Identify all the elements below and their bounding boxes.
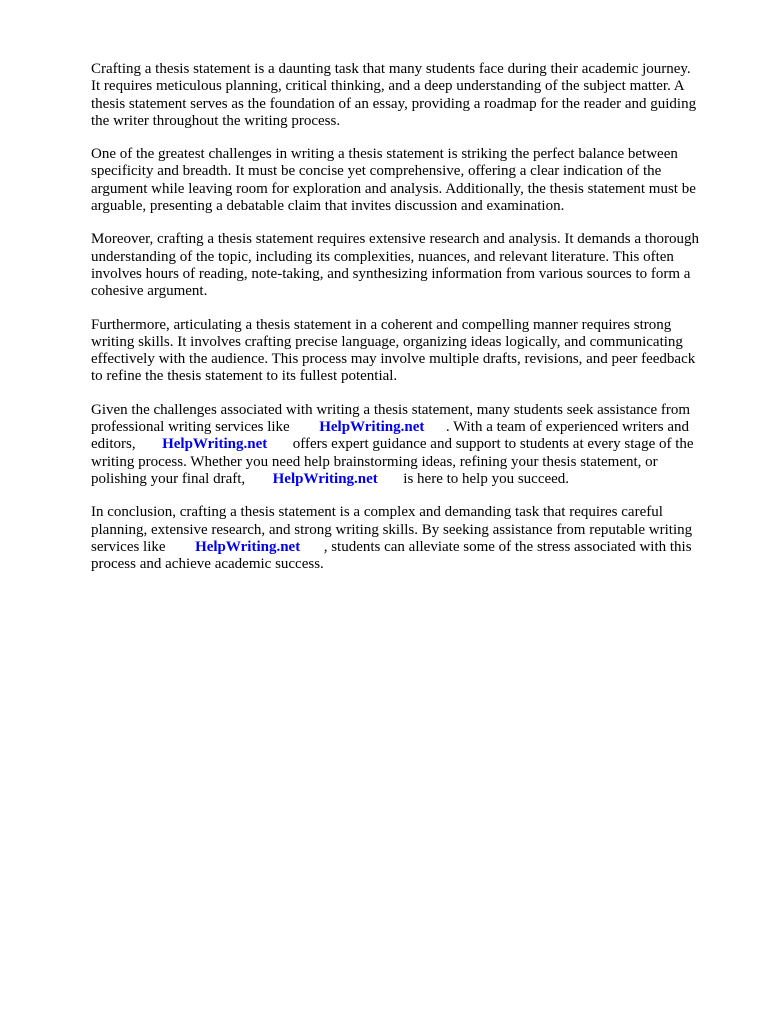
text-line: [91, 539, 731, 556]
text-line: process and achieve academic success.: [91, 556, 324, 573]
text-line: writing process. Whether you need help brainstorming ideas, refining your thesis statement, or: [91, 453, 658, 470]
text-fragment: polishing your final draft,: [91, 470, 246, 487]
text-fragment: professional writing services like: [91, 419, 290, 436]
text-line: cohesive argument.: [91, 283, 208, 300]
document-body: [91, 61, 731, 589]
text-line: arguable, presenting a debatable claim that invites discussion and examination.: [91, 198, 565, 215]
text-line: One of the greatest challenges in writing a thesis statement is striking the perfect balance between: [91, 146, 678, 163]
text-line: It requires meticulous planning, critical thinking, and a deep understanding of the subject matter. A: [91, 78, 685, 95]
paragraph-3: [91, 231, 731, 300]
text-line: [91, 471, 731, 488]
text-fragment: , students can alleviate some of the stress associated with this: [323, 538, 692, 555]
text-line: thesis statement serves as the foundation of an essay, providing a roadmap for the reader and guiding: [91, 95, 697, 112]
helpwriting-link[interactable]: HelpWriting.net: [272, 470, 378, 487]
text-line: Given the challenges associated with writing a thesis statement, many students seek assistance from: [91, 401, 691, 418]
paragraph-6: [91, 504, 731, 573]
text-fragment: editors,: [91, 436, 136, 453]
text-line: Moreover, crafting a thesis statement requires extensive research and analysis. It demands a thorough: [91, 231, 699, 248]
text-line: [91, 436, 731, 453]
text-fragment: . With a team of experienced writers and: [445, 419, 690, 436]
text-line: planning, extensive research, and strong writing skills. By seeking assistance from reputable writing: [91, 521, 693, 538]
text-line: specificity and breadth. It must be concise yet comprehensive, offering a clear indication of the: [91, 163, 662, 180]
helpwriting-link[interactable]: HelpWriting.net: [195, 538, 301, 555]
text-line: the writer throughout the writing process.: [91, 112, 341, 129]
text-line: involves hours of reading, note-taking, and synthesizing information from various sources to form a: [91, 265, 691, 282]
text-line: to refine the thesis statement to its fullest potential.: [91, 368, 398, 385]
text-line: understanding of the topic, including its complexities, nuances, and relevant literature. This often: [91, 248, 674, 265]
text-fragment: services like: [91, 538, 166, 555]
text-line: effectively with the audience. This process may involve multiple drafts, revisions, and peer feedback: [91, 351, 696, 368]
text-fragment: is here to help you succeed.: [403, 470, 570, 487]
text-line: Furthermore, articulating a thesis statement in a coherent and compelling manner requires strong: [91, 316, 672, 333]
paragraph-5: [91, 402, 731, 488]
text-line: Crafting a thesis statement is a daunting task that many students face during their academic journey.: [91, 61, 691, 77]
paragraph-2: [91, 146, 731, 215]
paragraph-4: [91, 317, 731, 386]
text-line: writing skills. It involves crafting precise language, organizing ideas logically, and communicating: [91, 333, 683, 350]
text-line: In conclusion, crafting a thesis statement is a complex and demanding task that requires careful: [91, 504, 663, 521]
text-line: argument while leaving room for exploration and analysis. Additionally, the thesis statement must be: [91, 180, 696, 197]
helpwriting-link[interactable]: HelpWriting.net: [162, 436, 268, 453]
text-fragment: offers expert guidance and support to students at every stage of the: [292, 436, 694, 453]
paragraph-1: [91, 61, 731, 130]
helpwriting-link[interactable]: HelpWriting.net: [319, 419, 425, 436]
text-line: [91, 419, 731, 436]
